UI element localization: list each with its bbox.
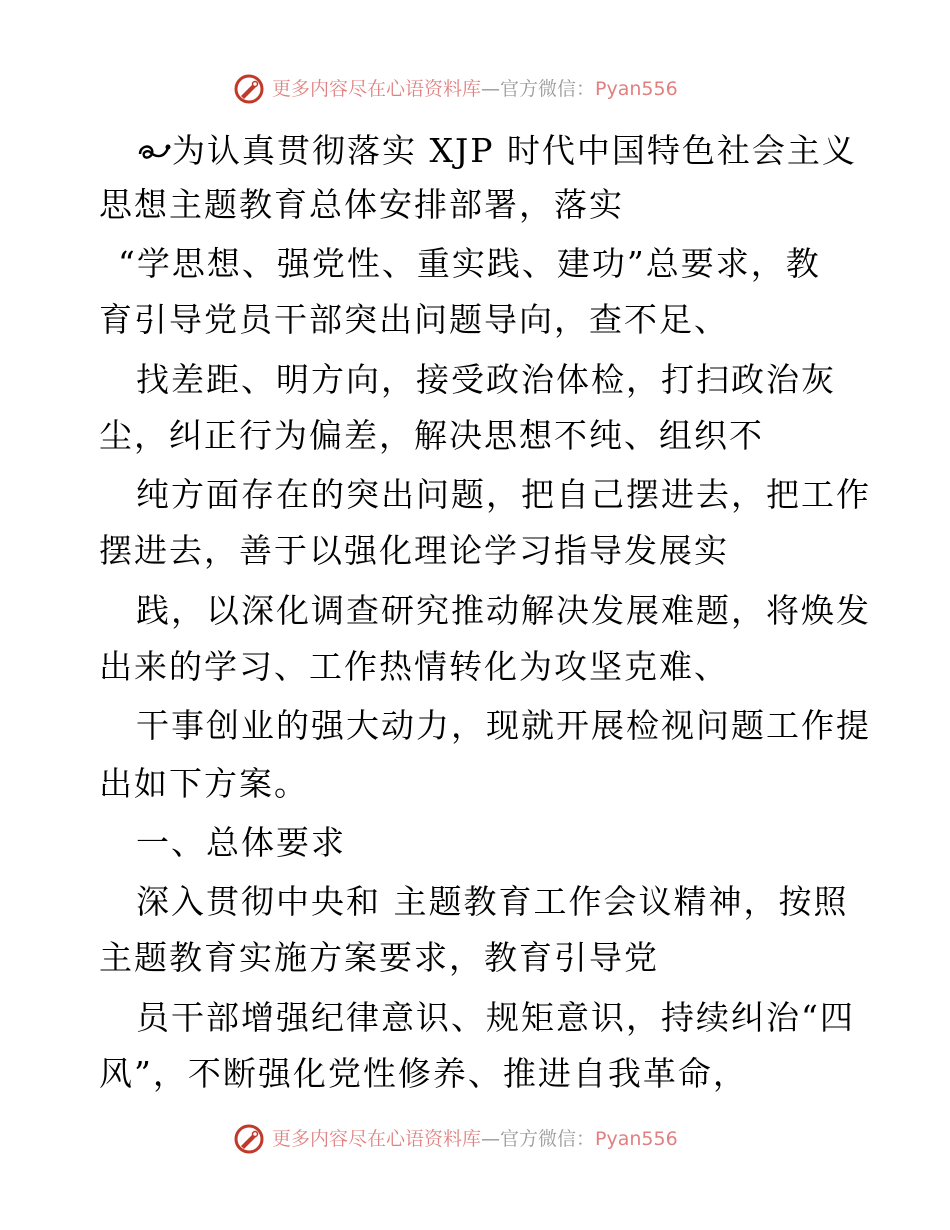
doc-line: 为认真贯彻落实 XJP 时代中国特色社会主义 [136, 131, 857, 171]
doc-line: 风”，不断强化党性修养、推进自我革命， [99, 1054, 748, 1093]
doc-line: 出如下方案。 [99, 764, 309, 803]
doc-line: 深入贯彻中央和 主题教育工作会议精神，按照 [136, 882, 849, 921]
ink-pen-logo-icon [232, 1122, 266, 1156]
doc-line: 摆进去，善于以强化理论学习指导发展实 [99, 531, 729, 570]
banner-official-label: 官方微信： [500, 1128, 596, 1150]
banner-text: 更多内容尽在心语资料库 [272, 78, 482, 100]
banner-wechat-id: Pyan556 [595, 1128, 678, 1150]
banner-dash: — [481, 1128, 501, 1150]
doc-line: 主题教育实施方案要求，教育引导党 [99, 938, 659, 977]
doc-line: 纯方面存在的突出问题，把自己摆进去，把工作 [136, 475, 871, 514]
footer-banner [0, 1122, 950, 1158]
doc-line: 找差距、明方向，接受政治体检，打扫政治灰 [136, 360, 836, 399]
doc-line: 育引导党员干部突出问题导向，查不足、 [99, 300, 729, 339]
banner-text: 更多内容尽在心语资料库 [272, 1128, 482, 1150]
banner-official-label: 官方微信： [500, 78, 596, 100]
doc-line: “学思想、强党性、重实践、建功”总要求，教 [118, 244, 821, 283]
ink-pen-logo-icon [232, 72, 266, 106]
doc-line: 员干部增强纪律意识、规矩意识，持续纠治“四 [136, 998, 855, 1037]
doc-line: 干事创业的强大动力，现就开展检视问题工作提 [136, 706, 871, 745]
doc-line: 思想主题教育总体安排部署，落实 [99, 185, 624, 224]
doc-line: 出来的学习、工作热情转化为攻坚克难、 [99, 647, 729, 686]
banner-dash: — [481, 78, 501, 100]
doc-line: 践，以深化调查研究推动解决发展难题，将焕发 [136, 591, 871, 630]
doc-line: 尘，纠正行为偏差，解决思想不纯、组织不 [99, 416, 764, 455]
section-heading: 一、总体要求 [136, 823, 346, 862]
header-banner [0, 72, 950, 108]
banner-wechat-id: Pyan556 [595, 78, 678, 100]
curly-ornament-icon [136, 136, 172, 166]
